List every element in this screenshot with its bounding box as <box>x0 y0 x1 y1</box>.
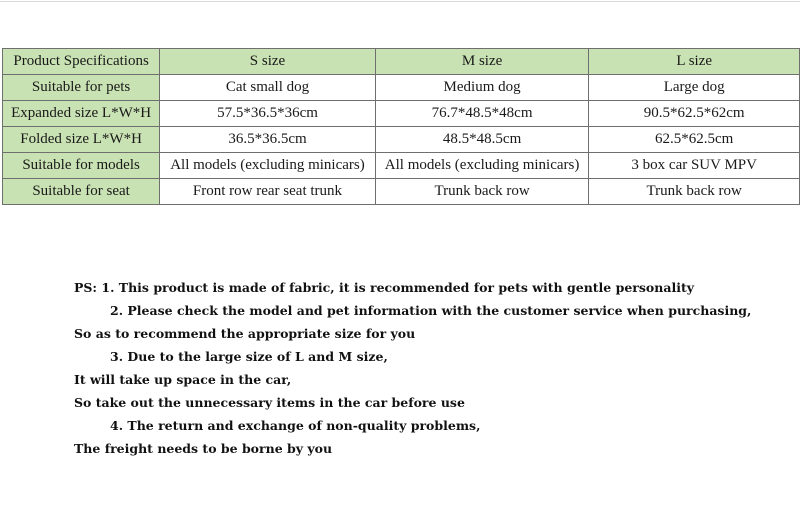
table-row <box>3 153 800 179</box>
table-cell: 36.5*36.5cm <box>160 127 376 153</box>
header-cell-s-size: S size <box>160 49 376 75</box>
table-cell: 90.5*62.5*62cm <box>589 101 800 127</box>
note-line: 2. Please check the model and pet information with the customer service when purchasing, <box>110 303 752 318</box>
table-cell: Trunk back row <box>375 179 589 205</box>
note-line: So take out the unnecessary items in the car before use <box>74 395 465 410</box>
header-cell-m-size: M size <box>375 49 589 75</box>
table-cell: Trunk back row <box>589 179 800 205</box>
note-line: PS: 1. This product is made of fabric, it is recommended for pets with gentle personality <box>74 280 694 295</box>
table-row <box>3 127 800 153</box>
row-label: Expanded size L*W*H <box>3 101 160 127</box>
note-line: So as to recommend the appropriate size for you <box>74 326 416 341</box>
header-cell-specifications: Product Specifications <box>3 49 160 75</box>
note-line: The freight needs to be borne by you <box>74 441 333 456</box>
row-label: Suitable for seat <box>3 179 160 205</box>
table-cell: 57.5*36.5*36cm <box>160 101 376 127</box>
notes-block <box>74 276 774 460</box>
row-label: Folded size L*W*H <box>3 127 160 153</box>
note-line: 3. Due to the large size of L and M size, <box>110 349 388 364</box>
table-cell: Cat small dog <box>160 75 376 101</box>
table-cell: Front row rear seat trunk <box>160 179 376 205</box>
note-line: It will take up space in the car, <box>74 372 292 387</box>
table-cell: Large dog <box>589 75 800 101</box>
header-cell-l-size: L size <box>589 49 800 75</box>
top-divider <box>0 1 800 2</box>
table-cell: 62.5*62.5cm <box>589 127 800 153</box>
row-label: Suitable for models <box>3 153 160 179</box>
table-cell: 48.5*48.5cm <box>375 127 589 153</box>
table-header-row <box>3 49 800 75</box>
table-cell: Medium dog <box>375 75 589 101</box>
note-line: 4. The return and exchange of non-quality problems, <box>110 418 481 433</box>
table-cell: 76.7*48.5*48cm <box>375 101 589 127</box>
table-row <box>3 75 800 101</box>
table-cell: All models (excluding minicars) <box>375 153 589 179</box>
row-label: Suitable for pets <box>3 75 160 101</box>
specification-table <box>2 48 800 205</box>
table-row <box>3 101 800 127</box>
table-cell: 3 box car SUV MPV <box>589 153 800 179</box>
table-row <box>3 179 800 205</box>
table-cell: All models (excluding minicars) <box>160 153 376 179</box>
